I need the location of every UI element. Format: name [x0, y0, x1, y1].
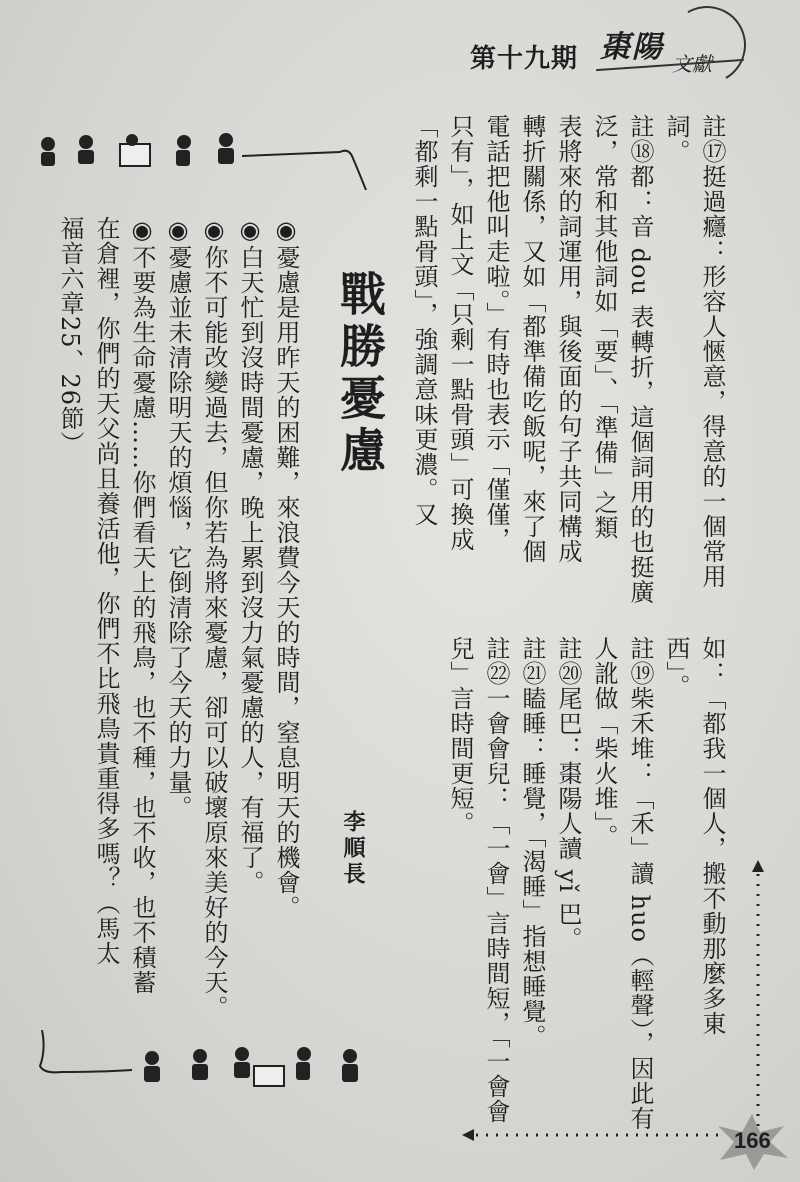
brand-subtitle: 文獻	[672, 52, 712, 76]
brand-title: 棗陽	[600, 30, 664, 65]
notes-bottom-block: 如：「都我一個人，搬不動那麼多東 西」。 註⑲柴禾堆：「禾」讀 huo（輕聲），因此有 人訛做「柴火堆」。 註⑳尾巴：棗陽人讀 yǐ 巴。 註㉑瞌睡：睡覺，「渴睡」指想睡覺。 註㉒一會會兒：「一會」言時間短，「一會會 兒」言時間更短。	[446, 636, 726, 1131]
article-body: ◉憂慮是用昨天的困難，來浪費今天的時間，窒息明天的機會。 ◉白天忙到沒時間憂慮，晚上累到沒力氣憂慮的人，有福了。 ◉你不可能改變過去，但你若為將來憂慮，卻可以破壞原來美好的今天。 ◉憂慮並未清除明天的煩惱，它倒清除了今天的力量。 ◉不要為生命憂慮……你們看天上的飛鳥，也不種，也不收，也不積蓄 在倉裡，你們的天父尚且養活他，你們不比飛鳥貴重得多嗎？（馬太 福音六章25、26節）	[56, 216, 300, 1020]
header-issue: 第十九期	[470, 44, 579, 74]
notes-top-block: 註⑰挺過癮：形容人愜意，得意的一個常用 詞。 註⑱都：音 dou 表轉折，這個詞用的也挺廣 泛，常和其他詞如「要」、「準備」之類 表將來的詞運用，與後面的句子共同構成 轉折關係，又如「都準備吃飯呢，來了個 電話把他叫走啦。」有時也表示「僅僅， 只有」，如上文「只剩一點骨頭」可換成 「都剩一點骨頭」，強調意味更濃。又	[410, 114, 726, 605]
frame-top-decoration	[28, 130, 368, 190]
frame-bottom-decoration	[32, 1030, 372, 1100]
article-title: 戰勝憂慮	[333, 270, 387, 478]
page-number: 166	[734, 1128, 771, 1153]
dotted-divider-horizontal	[462, 1120, 732, 1150]
article-author: 李順長	[340, 810, 366, 888]
brand-circle	[659, 0, 755, 93]
